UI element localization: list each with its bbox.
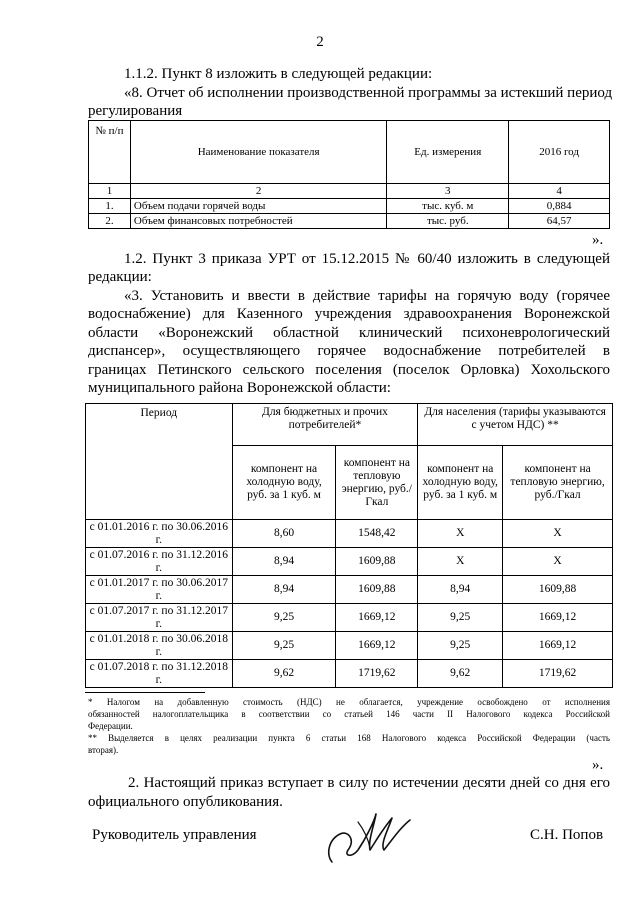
row-num: 2. [89,214,131,229]
row-value: 9,25 [418,604,503,632]
row-value: 1719,62 [336,660,418,688]
row-value: 8,94 [418,576,503,604]
table-row [86,604,613,632]
subheader-heat-energy-population: компонент на тепловую энергию, руб./Гкал [503,446,613,520]
signature-image [318,800,418,870]
footnote-2-line: ** Выделяется в целях реализации пункта 6 статьи 168 Налогового кодекса Российской Федерации (часть [88,733,610,743]
paragraph-2-line: 2. Настоящий приказ вступает в силу по истечении десяти дней со дня его [128,775,610,791]
footnote-separator [85,692,205,693]
row-value: Х [503,548,613,576]
paragraph-12-line: муниципального района Воронежской области: [88,380,391,396]
row-period: с 01.07.2018 г. по 31.12.2018 г. [86,660,233,688]
signatory-name: С.Н. Попов [530,827,604,843]
row-value: 1609,88 [503,576,613,604]
footnote-2-line: вторая). [88,745,119,755]
paragraph-112-text-cont: регулирования [88,103,183,119]
row-period: с 01.01.2017 г. по 30.06.2017 г. [86,576,233,604]
row-value: 8,94 [232,576,336,604]
row-indicator: Объем финансовых потребностей [130,214,386,229]
table-row [86,660,613,688]
footnote-1-line: * Налогом на добавленную стоимость (НДС) не облагается, учреждение освобождено от исполнения [88,697,610,707]
paragraph-12-line: 1.2. Пункт 3 приказа УРТ от 15.12.2015 № 60/40 изложить в следующей [124,251,610,267]
paragraph-12-line: границах Петинского сельского поселения (поселок Орловка) Хохольского [88,362,610,378]
subheader-heat-energy-budget: компонент на тепловую энергию, руб./Гкал [336,446,418,520]
paragraph-112-text: «8. Отчет об исполнении производственной программы за истекший период [124,85,613,101]
header-unit: Ед. измерения [387,121,509,184]
row-value: 1548,42 [336,520,418,548]
subheader-cold-water-population: компонент на холодную воду, руб. за 1 куб. м [418,446,503,520]
page-number: 2 [316,34,324,50]
table-row [89,214,610,229]
paragraph-2-line: официального опубликования. [88,794,283,810]
row-period: с 01.01.2016 г. по 30.06.2016 г. [86,520,233,548]
paragraph-12-line: редакции: [88,269,152,285]
tariff-table [85,403,613,688]
table-row [86,520,613,548]
row-value: 1669,12 [503,604,613,632]
table1-close-quote: ». [592,232,604,248]
row-value: Х [418,548,503,576]
row-unit: тыс. руб. [387,214,509,229]
header-period: Период [86,404,233,520]
row-value: 8,60 [232,520,336,548]
table-row [89,199,610,214]
row-value: 64,57 [509,214,610,229]
header-budget-consumers: Для бюджетных и прочих потребителей* [232,404,418,446]
table-row [86,548,613,576]
row-value: 9,25 [418,632,503,660]
row-value: 1669,12 [503,632,613,660]
row-value: 1669,12 [336,604,418,632]
row-indicator: Объем подачи горячей воды [130,199,386,214]
report-table [88,120,610,229]
row-unit: тыс. куб. м [387,199,509,214]
row-period: с 01.07.2016 г. по 31.12.2016 г. [86,548,233,576]
row-value: 9,62 [418,660,503,688]
row-value: 1719,62 [503,660,613,688]
header-num: № п/п [89,121,131,184]
tariff-header-row [86,404,613,446]
row-num: 1. [89,199,131,214]
index-cell: 1 [89,184,131,199]
row-period: с 01.01.2018 г. по 30.06.2018 г. [86,632,233,660]
row-value: 9,25 [232,632,336,660]
footnotes-close-quote: ». [592,757,604,773]
row-value: Х [418,520,503,548]
footnote-1-line: обязанностей налогоплательщика в соответствии со статьей 146 части II Налогового кодекса Российской [88,709,610,719]
signatory-position: Руководитель управления [92,827,257,843]
footnote-1-line: Федерации. [88,721,133,731]
index-cell: 3 [387,184,509,199]
subheader-cold-water-budget: компонент на холодную воду, руб. за 1 куб. м [232,446,336,520]
table-row [86,576,613,604]
index-cell: 4 [509,184,610,199]
row-value: 9,62 [232,660,336,688]
index-cell: 2 [130,184,386,199]
row-value: 0,884 [509,199,610,214]
paragraph-12-line: водоснабжение) для Казенного учреждения здравоохранения Воронежской [88,306,610,322]
paragraph-12-line: области «Воронежский областной клинический психоневрологический [88,325,610,341]
header-population: Для населения (тарифы указываются с учетом НДС) ** [418,404,613,446]
paragraph-12-line: диспансер», осуществляющего горячее водоснабжение потребителей в [88,343,610,359]
header-indicator: Наименование показателя [130,121,386,184]
header-year: 2016 год [509,121,610,184]
table-row [86,632,613,660]
paragraph-112-title: 1.1.2. Пункт 8 изложить в следующей редакции: [124,66,433,82]
row-value: 1609,88 [336,548,418,576]
table-index-row [89,184,610,199]
paragraph-12-line: «3. Установить и ввести в действие тарифы на горячую воду (горячее [124,288,610,304]
row-value: 1669,12 [336,632,418,660]
row-value: 9,25 [232,604,336,632]
table-header-row [89,121,610,184]
row-value: 8,94 [232,548,336,576]
row-period: с 01.07.2017 г. по 31.12.2017 г. [86,604,233,632]
row-value: 1609,88 [336,576,418,604]
row-value: Х [503,520,613,548]
